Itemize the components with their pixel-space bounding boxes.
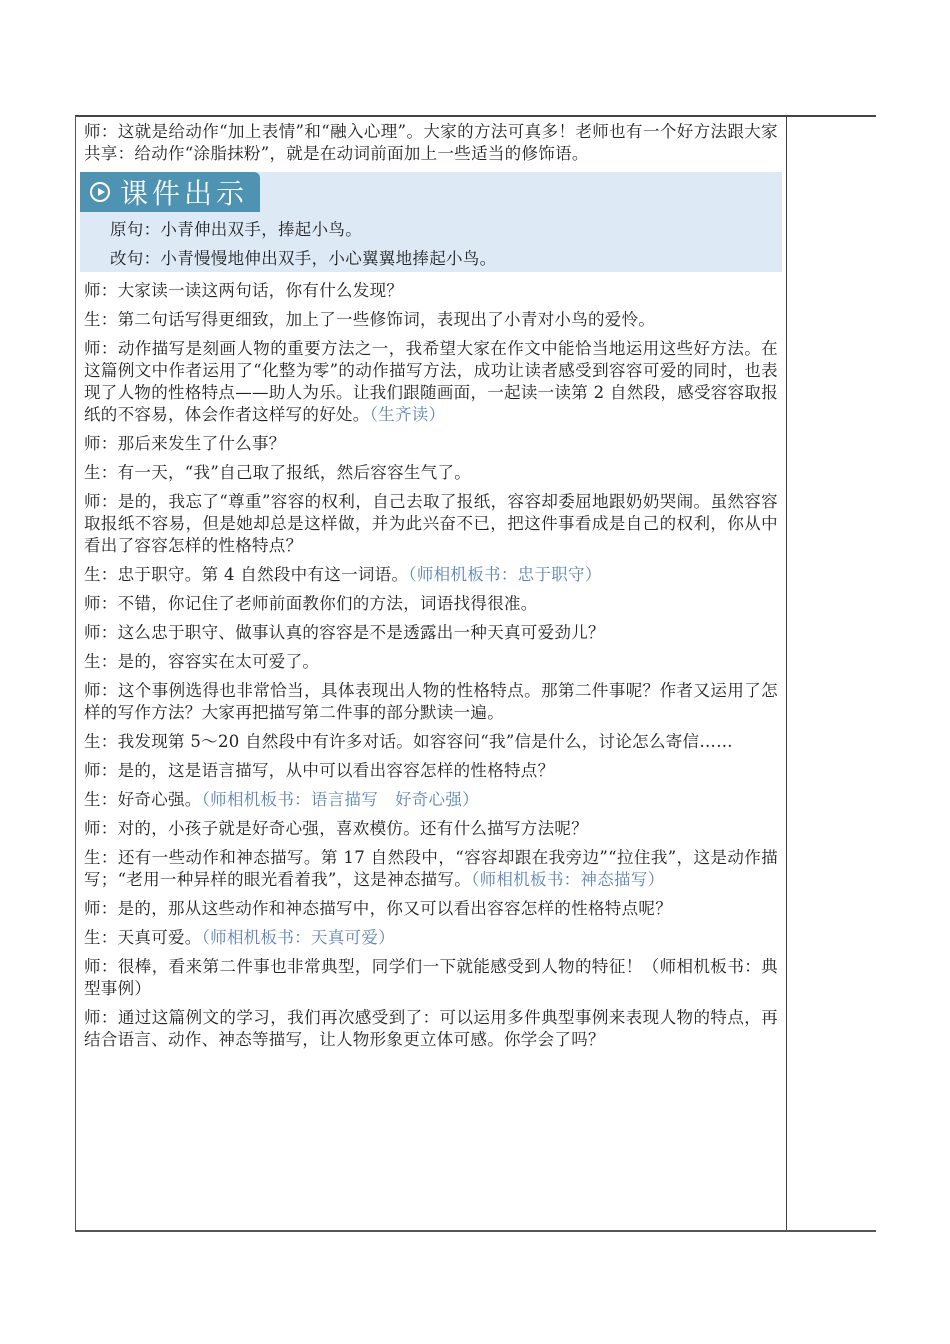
paragraph-text: 生：是的，容容实在太可爱了。 bbox=[84, 652, 320, 671]
blackboard-note: （师相机板书：天真可爱） bbox=[201, 928, 395, 947]
dialogue-paragraph bbox=[84, 898, 778, 920]
play-circle-icon bbox=[90, 182, 110, 202]
dialogue-paragraph bbox=[84, 731, 778, 753]
dialogue-paragraph bbox=[84, 593, 778, 615]
paragraph-text: 师：那后来发生了什么事？ bbox=[84, 434, 286, 453]
blackboard-note: （师相机板书：忠于职守） bbox=[408, 565, 602, 584]
paragraph-text: 生：好奇心强。 bbox=[84, 790, 202, 809]
paragraph bbox=[84, 121, 778, 165]
paragraph-text: 师：这么忠于职守、做事认真的容容是不是透露出一种天真可爱劲儿？ bbox=[84, 623, 605, 642]
paragraph-text: 师：是的，那从这些动作和神态描写中，你又可以看出容容怎样的性格特点呢？ bbox=[84, 899, 672, 918]
dialogue-paragraph bbox=[84, 680, 778, 724]
paragraph-text: 生：有一天，“我”自己取了报纸，然后容容生气了。 bbox=[84, 463, 472, 482]
dialogue-paragraph bbox=[84, 491, 778, 557]
lesson-table bbox=[75, 115, 876, 1232]
paragraph-text: 师：很棒，看来第二件事也非常典型，同学们一下就能感受到人物的特征！（师相机板书：典型事例） bbox=[84, 957, 778, 998]
original-sentence: 原句：小青伸出双手，捧起小鸟。 bbox=[110, 220, 362, 239]
paragraph-text: 生：忠于职守。第 4 自然段中有这一词语。 bbox=[84, 565, 409, 584]
dialogue-paragraph bbox=[84, 956, 778, 1000]
courseware-title: 课件出示 bbox=[120, 177, 249, 210]
dialogue-paragraph bbox=[84, 462, 778, 484]
courseware-banner bbox=[80, 172, 260, 212]
courseware-box bbox=[80, 172, 782, 272]
paragraph-text: 师：是的，这是语言描写，从中可以看出容容怎样的性格特点？ bbox=[84, 761, 555, 780]
dialogue-paragraph bbox=[84, 309, 778, 331]
dialogue-paragraph bbox=[84, 651, 778, 673]
paragraph-text: 师：不错，你记住了老师前面教你们的方法，词语找得很准。 bbox=[84, 594, 538, 613]
dialogue-paragraph bbox=[84, 280, 778, 302]
paragraph-text: 师：通过这篇例文的学习，我们再次感受到了：可以运用多件典型事例来表现人物的特点，再结合语言、动作、神态等描写，让人物形象更立体可感。你学会了吗？ bbox=[84, 1008, 778, 1049]
blackboard-note: （师相机板书：神态描写） bbox=[471, 870, 665, 889]
dialogue-paragraph bbox=[84, 338, 778, 426]
dialogue-list bbox=[84, 280, 778, 1051]
paragraph-text: 师：大家读一读这两句话，你有什么发现？ bbox=[84, 281, 404, 300]
dialogue-paragraph bbox=[84, 564, 778, 586]
paragraph-text: 师：动作描写是刻画人物的重要方法之一，我希望大家在作文中能恰当地运用这些好方法。在这篇例文中作者运用了“化整为零”的动作描写方法，成功让读者感受到容容可爱的同时，也表现了人物的性格特点——助人为乐。让我们跟随画面，一起读一读第 2 自然段，感受容容取报纸的不容易，体会作者这样写的好处。 bbox=[84, 339, 778, 424]
paragraph-text: 师：这就是给动作“加上表情”和“融入心理”。大家的方法可真多！老师也有一个好方法跟大家共享：给动作“涂脂抹粉”，就是在动词前面加上一些适当的修饰语。 bbox=[84, 122, 778, 163]
dialogue-paragraph bbox=[84, 847, 778, 891]
blackboard-note: （师相机板书：语言描写 好奇心强） bbox=[201, 790, 479, 809]
paragraph-text: 师：是的，我忘了“尊重”容容的权利，自己去取了报纸，容容却委屈地跟奶奶哭闹。虽然容容取报纸不容易，但是她却总是这样做，并为此兴奋不已，把这件事看成是自己的权利，你从中看出了容容怎样的性格特点？ bbox=[84, 492, 778, 555]
dialogue-paragraph bbox=[84, 789, 778, 811]
paragraph-text: 生：第二句话写得更细致，加上了一些修饰词，表现出了小青对小鸟的爱怜。 bbox=[84, 310, 656, 329]
blackboard-note: （生齐读） bbox=[369, 405, 446, 424]
dialogue-paragraph bbox=[84, 622, 778, 644]
paragraph-text: 师：这个事例选得也非常恰当，具体表现出人物的性格特点。那第二件事呢？作者又运用了怎样的写作方法？大家再把描写第二件事的部分默读一遍。 bbox=[84, 681, 778, 722]
lesson-content-cell bbox=[76, 117, 787, 1230]
paragraph-text: 师：对的，小孩子就是好奇心强，喜欢模仿。还有什么描写方法呢？ bbox=[84, 819, 588, 838]
paragraph-text: 生：天真可爱。 bbox=[84, 928, 202, 947]
revised-sentence: 改句：小青慢慢地伸出双手，小心翼翼地捧起小鸟。 bbox=[110, 249, 497, 268]
paragraph-text: 生：我发现第 5～20 自然段中有许多对话。如容容问“我”信是什么，讨论怎么寄信…… bbox=[84, 732, 733, 751]
dialogue-paragraph bbox=[84, 433, 778, 455]
dialogue-paragraph bbox=[84, 760, 778, 782]
paragraph-text: 生：还有一些动作和神态描写。第 17 自然段中，“容容却跟在我旁边”“拉住我”，这是动作描写；“老用一种异样的眼光看着我”，这是神态描写。 bbox=[84, 848, 778, 889]
dialogue-paragraph bbox=[84, 818, 778, 840]
dialogue-paragraph bbox=[84, 927, 778, 949]
notes-cell bbox=[787, 117, 876, 1230]
dialogue-paragraph bbox=[84, 1007, 778, 1051]
